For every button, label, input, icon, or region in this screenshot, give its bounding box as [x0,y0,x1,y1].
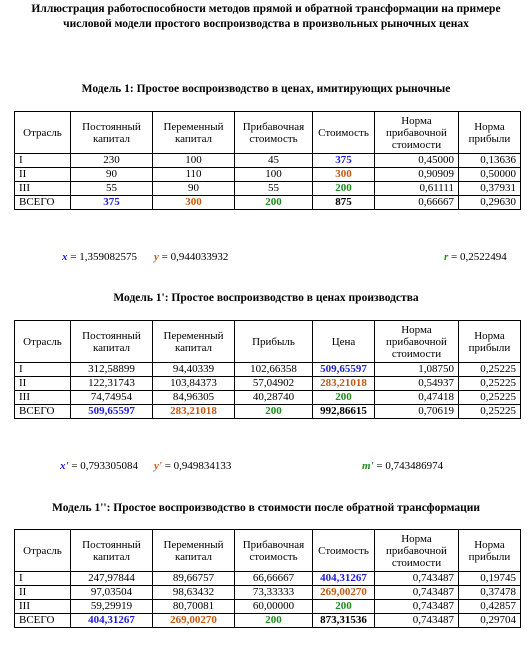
col-header: Прибыль [235,321,313,363]
cell: III [15,182,71,196]
cell: 100 [235,168,313,182]
cell: 103,84373 [153,377,235,391]
table-row [15,586,521,600]
cell: 247,97844 [71,572,153,586]
cell: 57,04902 [235,377,313,391]
col-header: Переменный капитал [153,321,235,363]
cell: 0,743487 [375,586,459,600]
col-header: Стоимость [313,530,375,572]
model3-header-row [15,530,521,572]
cell: 200 [313,391,375,405]
coef-r [444,251,507,263]
cell: 110 [153,168,235,182]
coef-x [62,251,137,263]
coef-y-prime-value: = 0,949834133 [164,460,232,472]
coef-r-value: = 0,2522494 [451,251,507,263]
cell: 59,29919 [71,600,153,614]
cell: 0,50000 [459,168,521,182]
cell: 102,66358 [235,363,313,377]
coef-m-prime-value: = 0,743486974 [376,460,444,472]
cell: 0,25225 [459,405,521,419]
cell: II [15,168,71,182]
table-row [15,391,521,405]
table-total-row [15,196,521,210]
cell: 0,13636 [459,154,521,168]
model2-title: Модель 1': Простое воспроизводство в ценах производства [113,292,419,304]
col-header: Норма прибавочной стоимости [375,112,459,154]
cell: I [15,363,71,377]
model3-table [14,529,521,628]
col-header: Норма прибавочной стоимости [375,530,459,572]
cell: III [15,391,71,405]
cell: 0,66667 [375,196,459,210]
table-row [15,600,521,614]
col-header: Норма прибыли [459,321,521,363]
coef-x-prime-label: x' [60,460,69,472]
col-header: Стоимость [313,112,375,154]
model2-header-row [15,321,521,363]
coef-y-value: = 0,944033932 [161,251,229,263]
page-title [0,2,532,32]
cell: 90 [153,182,235,196]
cell: 312,58899 [71,363,153,377]
model3-title: Модель 1'': Простое воспроизводство в стоимости после обратной трансформации [52,502,480,514]
cell: 0,90909 [375,168,459,182]
cell: 84,96305 [153,391,235,405]
coef-x-value: = 1,359082575 [70,251,137,263]
cell: 0,37931 [459,182,521,196]
cell: 0,29704 [459,614,521,628]
cell: 375 [313,154,375,168]
cell: 74,74954 [71,391,153,405]
cell: 122,31743 [71,377,153,391]
cell: ВСЕГО [15,614,71,628]
table-row [15,572,521,586]
cell: 300 [153,196,235,210]
cell: 283,21018 [153,405,235,419]
col-header: Постоянный капитал [71,321,153,363]
col-header: Постоянный капитал [71,530,153,572]
cell: 0,743487 [375,614,459,628]
cell: 873,31536 [313,614,375,628]
cell: 509,65597 [71,405,153,419]
cell: 0,743487 [375,572,459,586]
cell: 230 [71,154,153,168]
coef-y [154,251,228,263]
cell: 200 [313,182,375,196]
cell: 0,743487 [375,600,459,614]
cell: 300 [313,168,375,182]
col-header: Переменный капитал [153,112,235,154]
cell: 94,40339 [153,363,235,377]
col-header: Цена [313,321,375,363]
cell: 509,65597 [313,363,375,377]
coef-r-label: r [444,251,449,263]
col-header: Отрасль [15,112,71,154]
col-header: Прибавочная стоимость [235,530,313,572]
table-row [15,168,521,182]
cell: 0,47418 [375,391,459,405]
coef-m-prime-label: m' [362,460,374,472]
coef-y-label: y [154,251,159,263]
coef-y-prime [154,460,231,472]
cell: 100 [153,154,235,168]
coef-x-prime-value: = 0,793305084 [71,460,139,472]
cell: 45 [235,154,313,168]
cell: 200 [235,196,313,210]
table-row [15,377,521,391]
coef-m-prime [362,460,443,472]
col-header: Отрасль [15,530,71,572]
col-header: Переменный капитал [153,530,235,572]
col-header: Постоянный капитал [71,112,153,154]
table-row [15,363,521,377]
table-row [15,182,521,196]
cell: 60,00000 [235,600,313,614]
cell: 404,31267 [71,614,153,628]
cell: 40,28740 [235,391,313,405]
cell: 404,31267 [313,572,375,586]
model1-header-row [15,112,521,154]
cell: 0,61111 [375,182,459,196]
col-header: Прибавочная стоимость [235,112,313,154]
coef-y-prime-label: y' [154,460,162,472]
model1-table [14,111,521,210]
cell: 0,25225 [459,363,521,377]
cell: II [15,586,71,600]
cell: 1,08750 [375,363,459,377]
cell: 200 [235,614,313,628]
cell: 80,70081 [153,600,235,614]
cell: 375 [71,196,153,210]
cell: III [15,600,71,614]
cell: 0,42857 [459,600,521,614]
cell: 90 [71,168,153,182]
cell: I [15,154,71,168]
cell: ВСЕГО [15,196,71,210]
cell: 269,00270 [313,586,375,600]
table-total-row [15,405,521,419]
col-header: Норма прибыли [459,112,521,154]
col-header: Отрасль [15,321,71,363]
cell: 98,63432 [153,586,235,600]
cell: 0,19745 [459,572,521,586]
model1-title: Модель 1: Простое воспроизводство в ценах, имитирующих рыночные [81,83,451,95]
title-line-2: числовой модели простого воспроизводства в произвольных рыночных ценах [63,18,469,30]
col-header: Норма прибыли [459,530,521,572]
cell: 200 [313,600,375,614]
cell: 0,25225 [459,391,521,405]
cell: 875 [313,196,375,210]
table-total-row [15,614,521,628]
cell: ВСЕГО [15,405,71,419]
cell: I [15,572,71,586]
title-line-1: Иллюстрация работоспособности методов прямой и обратной трансформации на примере [31,3,501,15]
cell: 0,45000 [375,154,459,168]
cell: 66,66667 [235,572,313,586]
cell: 992,86615 [313,405,375,419]
cell: 283,21018 [313,377,375,391]
cell: II [15,377,71,391]
cell: 200 [235,405,313,419]
coef-x-prime [60,460,138,472]
cell: 89,66757 [153,572,235,586]
cell: 55 [71,182,153,196]
cell: 0,29630 [459,196,521,210]
cell: 73,33333 [235,586,313,600]
col-header: Норма прибавочной стоимости [375,321,459,363]
cell: 0,25225 [459,377,521,391]
model2-table [14,320,521,419]
cell: 0,70619 [375,405,459,419]
cell: 269,00270 [153,614,235,628]
cell: 97,03504 [71,586,153,600]
cell: 0,37478 [459,586,521,600]
table-row [15,154,521,168]
coef-x-label: x [62,251,68,263]
cell: 55 [235,182,313,196]
cell: 0,54937 [375,377,459,391]
